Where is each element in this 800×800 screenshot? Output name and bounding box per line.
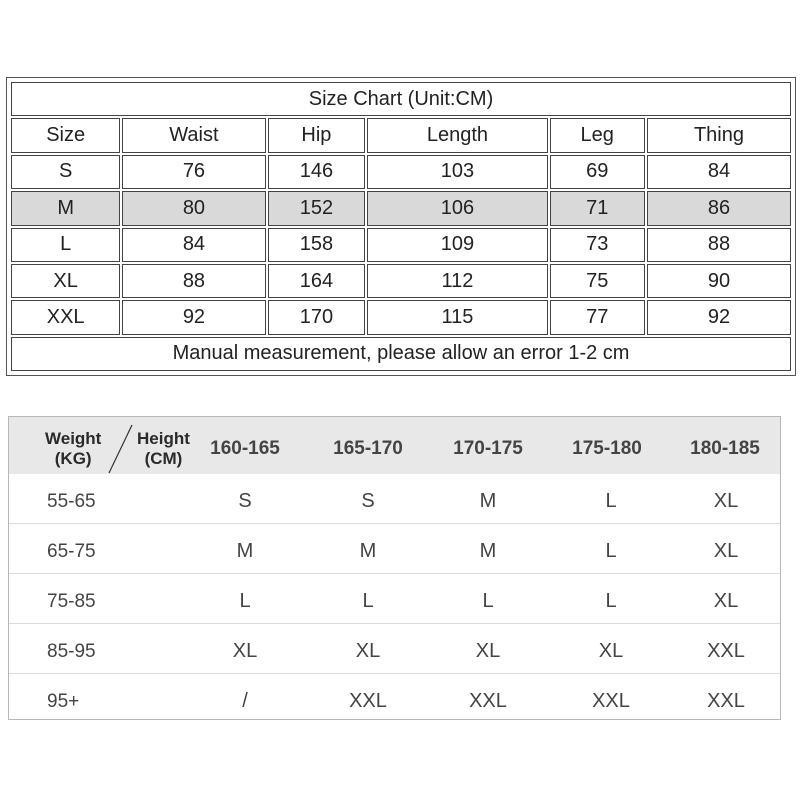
size-chart-title: Size Chart (Unit:CM)	[11, 82, 791, 116]
size-cell: L	[362, 590, 374, 612]
size-cell: XXL	[469, 690, 507, 712]
table-row	[11, 300, 791, 334]
column-header: Hip	[268, 118, 366, 152]
size-cell: M	[236, 540, 254, 562]
size-cell: XXL	[707, 690, 745, 712]
table-cell: 88	[647, 228, 791, 262]
weight-range: 85-95	[47, 641, 96, 662]
table-cell: 103	[367, 155, 547, 189]
size-cell: L	[605, 540, 617, 562]
size-cell: M	[479, 540, 497, 562]
table-cell: 115	[367, 300, 547, 334]
table-cell: 146	[268, 155, 366, 189]
size-cell: M	[479, 490, 497, 512]
table-row	[11, 264, 791, 298]
height-range-header: 180-185	[690, 438, 760, 459]
table-cell: 106	[367, 191, 547, 225]
fit-chart-corner	[9, 417, 204, 474]
table-cell: 73	[550, 228, 645, 262]
table-cell: L	[11, 228, 120, 262]
table-cell: 77	[550, 300, 645, 334]
size-cell: XL	[355, 640, 381, 662]
height-range-header: 170-175	[453, 438, 523, 459]
weight-label: Weight	[45, 429, 102, 448]
size-cell: XL	[598, 640, 624, 662]
size-cell: XXL	[592, 690, 630, 712]
size-cell: XL	[713, 590, 739, 612]
table-cell: 112	[367, 264, 547, 298]
size-cell: XL	[713, 490, 739, 512]
column-header: Leg	[550, 118, 645, 152]
weight-range: 65-75	[47, 541, 96, 562]
table-row	[11, 155, 791, 189]
table-cell: 92	[122, 300, 265, 334]
size-chart-header-row	[11, 118, 791, 152]
column-header: Waist	[122, 118, 265, 152]
table-cell: 88	[122, 264, 265, 298]
table-cell: 84	[122, 228, 265, 262]
table-row	[9, 624, 780, 674]
size-cell: XL	[232, 640, 258, 662]
table-cell: 69	[550, 155, 645, 189]
table-cell: 71	[550, 191, 645, 225]
size-cell: M	[359, 540, 377, 562]
height-range-header: 175-180	[572, 438, 642, 459]
size-chart	[6, 77, 796, 376]
size-chart-title-row	[11, 82, 791, 116]
table-row	[9, 674, 780, 723]
table-cell: 76	[122, 155, 265, 189]
table-cell: S	[11, 155, 120, 189]
table-cell: 92	[647, 300, 791, 334]
size-cell: L	[239, 590, 251, 612]
table-row	[9, 524, 780, 574]
size-cell: L	[605, 590, 617, 612]
table-cell: 164	[268, 264, 366, 298]
height-axis-label	[137, 429, 190, 469]
table-cell: 152	[268, 191, 366, 225]
table-cell: XXL	[11, 300, 120, 334]
size-cell: /	[242, 690, 248, 712]
table-cell: 90	[647, 264, 791, 298]
size-cell: L	[605, 490, 617, 512]
weight-range: 95+	[47, 691, 80, 712]
size-cell: XL	[713, 540, 739, 562]
height-label: Height	[137, 429, 190, 448]
table-cell: 86	[647, 191, 791, 225]
size-chart-note-row	[11, 337, 791, 371]
table-row	[9, 474, 780, 524]
table-cell: 80	[122, 191, 265, 225]
weight-range: 55-65	[47, 491, 96, 512]
height-range-header: 160-165	[210, 438, 280, 459]
table-cell: 109	[367, 228, 547, 262]
table-cell: 170	[268, 300, 366, 334]
table-cell: 75	[550, 264, 645, 298]
column-header: Size	[11, 118, 120, 152]
table-row-highlighted	[11, 191, 791, 225]
size-cell: S	[361, 490, 375, 512]
table-cell: 84	[647, 155, 791, 189]
table-row	[9, 574, 780, 624]
weight-unit: (KG)	[54, 449, 92, 468]
height-unit: (CM)	[144, 449, 183, 468]
weight-axis-label	[45, 429, 101, 469]
table-cell: 158	[268, 228, 366, 262]
table-cell: XL	[11, 264, 120, 298]
size-cell: S	[238, 490, 252, 512]
column-header: Length	[367, 118, 547, 152]
table-row	[11, 228, 791, 262]
size-cell: XXL	[707, 640, 745, 662]
measurement-note: Manual measurement, please allow an error 1-2 cm	[11, 337, 791, 371]
size-cell: XL	[475, 640, 501, 662]
height-range-header: 165-170	[333, 438, 403, 459]
size-cell: XXL	[349, 690, 387, 712]
column-header: Thing	[647, 118, 791, 152]
table-cell: M	[11, 191, 120, 225]
fit-chart-header	[9, 417, 780, 474]
weight-range: 75-85	[47, 591, 96, 612]
size-chart-table	[9, 80, 793, 373]
size-cell: L	[482, 590, 494, 612]
fit-chart	[8, 416, 781, 720]
